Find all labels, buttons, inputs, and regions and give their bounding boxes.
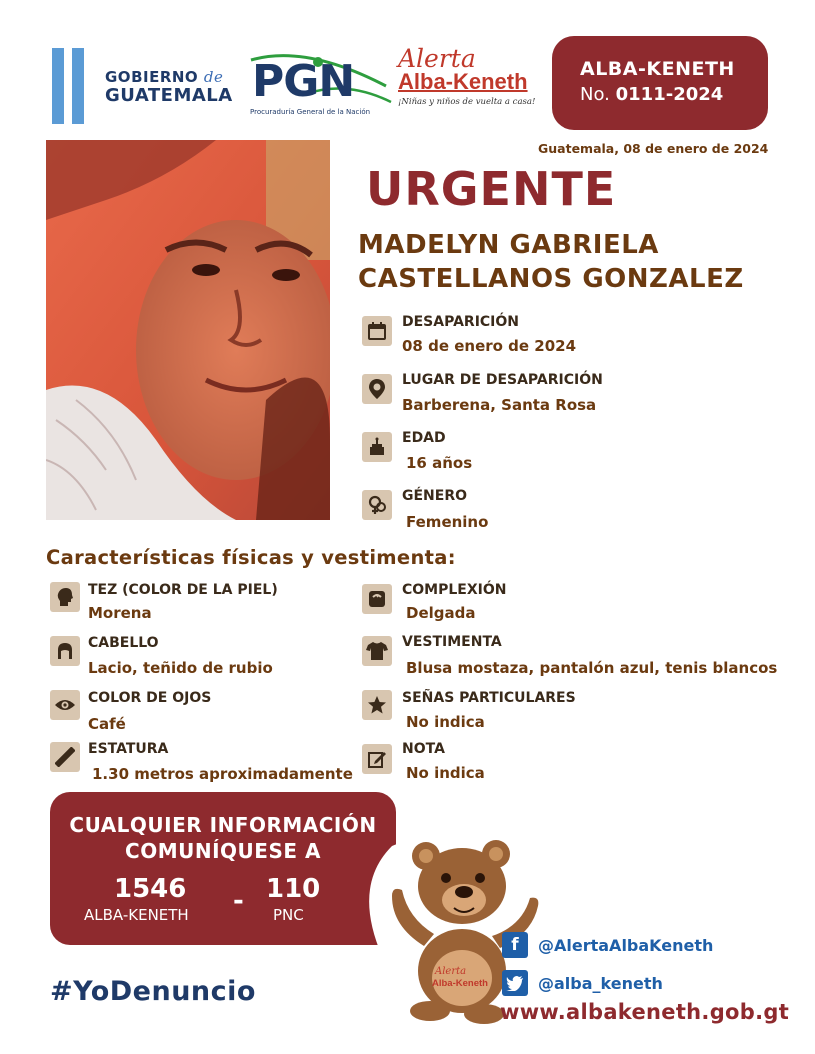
- char-value-ojos: Café: [88, 715, 126, 733]
- detail-label-desaparicion: DESAPARICIÓN: [402, 314, 520, 330]
- char-label-cabello: CABELLO: [88, 635, 159, 651]
- contact-box: [50, 792, 396, 945]
- gobierno-line2: GUATEMALA: [105, 85, 233, 106]
- gobierno-logo-bars: [52, 48, 96, 124]
- pgn-logo: [246, 50, 396, 120]
- case-number: 0111-2024: [615, 84, 724, 105]
- facebook-handle[interactable]: @AlertaAlbaKeneth: [538, 936, 714, 955]
- ruler-icon: [50, 742, 80, 772]
- alerta-name: Alba-Keneth: [398, 69, 528, 94]
- case-number-box: [552, 36, 768, 130]
- contact-line1: CUALQUIER INFORMACIÓN: [69, 813, 377, 837]
- facebook-icon[interactable]: f: [502, 932, 528, 958]
- pgn-subtitle: Procuraduría General de la Nación: [250, 108, 371, 116]
- char-label-ojos: COLOR DE OJOS: [88, 690, 212, 706]
- pgn-letters: PGN: [252, 56, 355, 107]
- char-value-tez: Morena: [88, 604, 152, 622]
- detail-value-genero: Femenino: [406, 513, 489, 531]
- location-pin-icon: [362, 374, 392, 404]
- alerta-title: Alerta: [398, 44, 476, 73]
- alerta-alba-keneth-logo: [398, 44, 536, 118]
- missing-person-name: [358, 228, 744, 296]
- char-label-tez: TEZ (COLOR DE LA PIEL): [88, 582, 278, 598]
- char-value-senas: No indica: [406, 713, 485, 731]
- head-profile-icon: [50, 582, 80, 612]
- contact-heading: [50, 812, 396, 864]
- detail-label-edad: EDAD: [402, 430, 446, 446]
- urgency-heading: URGENTE: [366, 162, 617, 216]
- missing-person-photo: [46, 140, 330, 520]
- website-link[interactable]: www.albakeneth.gob.gt: [500, 1000, 790, 1024]
- bear-mascot: [362, 826, 552, 1026]
- twitter-handle[interactable]: @alba_keneth: [538, 974, 663, 993]
- cake-icon: [362, 432, 392, 462]
- detail-label-genero: GÉNERO: [402, 488, 468, 504]
- char-label-nota: NOTA: [402, 741, 445, 757]
- detail-value-lugar: Barberena, Santa Rosa: [402, 396, 597, 414]
- detail-value-desaparicion: 08 de enero de 2024: [402, 337, 577, 355]
- gender-icon: [362, 490, 392, 520]
- gobierno-line1: GOBIERNO: [105, 68, 199, 86]
- star-icon: [362, 690, 392, 720]
- bear-badge-title: Alerta: [435, 966, 467, 977]
- characteristics-title: Características físicas y vestimenta:: [46, 546, 456, 569]
- eye-icon: [50, 690, 80, 720]
- calendar-icon: [362, 316, 392, 346]
- hashtag: #YoDenuncio: [50, 976, 256, 1007]
- case-no-prefix: No.: [580, 84, 610, 105]
- gobierno-logo-text: [105, 70, 233, 105]
- scale-icon: [362, 584, 392, 614]
- note-edit-icon: [362, 744, 392, 774]
- issue-date: Guatemala, 08 de enero de 2024: [538, 141, 769, 156]
- detail-value-edad: 16 años: [406, 454, 473, 472]
- alerta-tagline: ¡Niñas y niños de vuelta a casa!: [398, 97, 536, 107]
- char-value-vestimenta: Blusa mostaza, pantalón azul, tenis blancos: [406, 659, 778, 677]
- hair-icon: [50, 636, 80, 666]
- char-label-senas: SEÑAS PARTICULARES: [402, 690, 576, 706]
- char-value-nota: No indica: [406, 764, 485, 782]
- case-title: ALBA-KENETH: [580, 58, 735, 80]
- twitter-icon[interactable]: [502, 970, 528, 996]
- shirt-icon: [362, 636, 392, 666]
- name-line1: MADELYN GABRIELA: [358, 230, 659, 260]
- char-label-estatura: ESTATURA: [88, 741, 169, 757]
- phone-pnc-label: PNC: [273, 906, 304, 924]
- detail-label-lugar: LUGAR DE DESAPARICIÓN: [402, 372, 603, 388]
- phone-alba-keneth[interactable]: 1546: [114, 874, 187, 904]
- phone-alba-keneth-label: ALBA-KENETH: [84, 906, 189, 924]
- contact-line2: COMUNÍQUESE A: [125, 839, 321, 863]
- char-label-vestimenta: VESTIMENTA: [402, 634, 502, 650]
- char-value-complexion: Delgada: [406, 604, 476, 622]
- phone-separator: -: [233, 886, 244, 916]
- char-label-complexion: COMPLEXIÓN: [402, 582, 507, 598]
- char-value-estatura: 1.30 metros aproximadamente: [92, 765, 353, 783]
- char-value-cabello: Lacio, teñido de rubio: [88, 659, 273, 677]
- phone-pnc[interactable]: 110: [266, 874, 321, 904]
- bear-badge-name: Alba-Keneth: [432, 978, 488, 989]
- gobierno-de: de: [203, 68, 224, 86]
- name-line2: CASTELLANOS GONZALEZ: [358, 264, 744, 294]
